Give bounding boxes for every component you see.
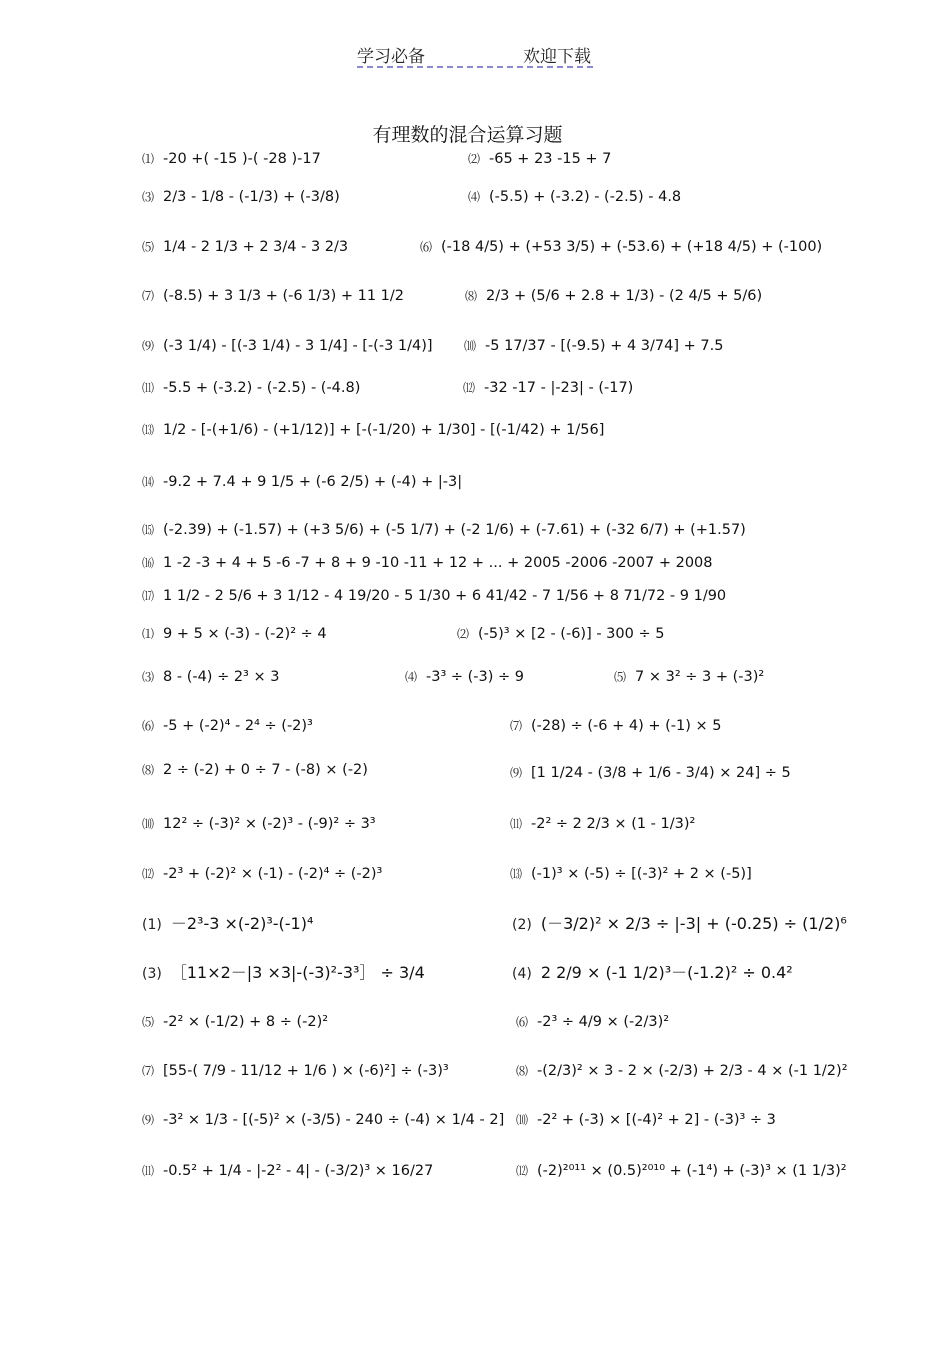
problem-expression: -5 17/37 - [(-9.5) + 4 3/74] + 7.5 (485, 338, 724, 354)
problem-expression: 9 + 5 × (-3) - (-2)² ÷ 4 (163, 626, 327, 642)
problem (468, 150, 611, 168)
problem-number: ⑹ (420, 240, 433, 254)
problem-number: ⑺ (142, 1064, 155, 1078)
problem (405, 668, 524, 686)
problem (142, 1013, 328, 1031)
problem-number: ⑻ (465, 289, 478, 303)
problem (510, 815, 695, 833)
problem-expression: -2² × (-1/2) + 8 ÷ (-2)² (163, 1014, 329, 1030)
problem-expression: [1 1/24 - (3/8 + 1/6 - 3/4) × 24] ÷ 5 (531, 765, 791, 781)
problem-expression: 1 1/2 - 2 5/6 + 3 1/12 - 4 19/20 - 5 1/30 + 6 41/42 - 7 1/56 + 8 71/72 - 9 1/90 (163, 588, 727, 604)
problem (516, 1111, 776, 1129)
problem-number: ⑵ (457, 627, 470, 641)
problem-number: ⒀ (142, 423, 155, 437)
problem-expression: 7 × 3² ÷ 3 + (-3)² (635, 669, 765, 685)
problem-expression: 2/3 - 1/8 - (-1/3) + (-3/8) (163, 189, 340, 205)
problem-expression: (-8.5) + 3 1/3 + (-6 1/3) + 11 1/2 (163, 288, 405, 304)
problem-expression: 2 2/9 × (-1 1/2)³－(-1.2)² ÷ 0.4² (540, 963, 793, 982)
problem-number: ⒂ (142, 523, 155, 537)
problem (142, 287, 404, 305)
problem (457, 625, 664, 643)
problem-expression: -2³ ÷ 4/9 × (-2/3)² (537, 1014, 670, 1030)
problem-expression: －2³-3 ×(-2)³-(-1)⁴ (170, 914, 314, 933)
problem-expression: (-5)³ × [2 - (-6)] - 300 ÷ 5 (478, 626, 665, 642)
problem (510, 717, 721, 735)
problem (142, 717, 313, 735)
problem-expression: 1/2 - [-(+1/6) - (+1/12)] + [-(-1/20) + 1/30] - [(-1/42) + 1/56] (163, 422, 605, 438)
problem-expression: 2/3 + (5/6 + 2.8 + 1/3) - (2 4/5 + 5/6) (486, 288, 763, 304)
problem (142, 761, 368, 779)
problem-number: (3) (142, 966, 162, 982)
problem-number: ⒀ (510, 867, 523, 881)
problem (142, 554, 713, 572)
problem-number: ⑻ (142, 763, 155, 777)
problem (142, 865, 382, 883)
problem-number: ⑿ (516, 1164, 529, 1178)
header-left-text: 学习必备 (357, 47, 425, 67)
problem-number: ⑿ (142, 867, 155, 881)
problem-expression: -2³ + (-2)² × (-1) - (-2)⁴ ÷ (-2)³ (163, 866, 383, 882)
problem (142, 1111, 504, 1129)
problem (142, 1062, 449, 1080)
problem (512, 915, 847, 934)
problem-expression: (-3 1/4) - [(-3 1/4) - 3 1/4] - [-(-3 1/4)] (163, 338, 433, 354)
problem-expression: (-28) ÷ (-6 + 4) + (-1) × 5 (531, 718, 722, 734)
problem-expression: 2 ÷ (-2) + 0 ÷ 7 - (-8) × (-2) (163, 762, 368, 778)
problem (614, 668, 764, 686)
problem-number: ⑼ (510, 766, 523, 780)
problem-expression: 8 - (-4) ÷ 2³ × 3 (163, 669, 280, 685)
problem (142, 473, 462, 491)
problem-number: ⒄ (142, 589, 155, 603)
problem (510, 764, 791, 782)
problem-expression: -2² + (-3) × [(-4)² + 2] - (-3)³ ÷ 3 (537, 1112, 776, 1128)
problem (142, 668, 279, 686)
problem (142, 587, 726, 605)
problem-number: ⒃ (142, 556, 155, 570)
problem-expression: (-5.5) + (-3.2) - (-2.5) - 4.8 (489, 189, 682, 205)
problem (510, 865, 752, 883)
problem-number: ⑼ (142, 1113, 155, 1127)
problem (142, 815, 376, 833)
problem (464, 337, 723, 355)
problem-number: ⑾ (142, 1164, 155, 1178)
problem-expression: (-18 4/5) + (+53 3/5) + (-53.6) + (+18 4/5) + (-100) (441, 239, 823, 255)
problem (142, 337, 433, 355)
problem-expression: (-2)²⁰¹¹ × (0.5)²⁰¹⁰ + (-1⁴) + (-3)³ × (1 1/3)² (537, 1163, 847, 1179)
problem-expression: -3³ ÷ (-3) ÷ 9 (426, 669, 525, 685)
problem (142, 625, 327, 643)
problem (516, 1062, 848, 1080)
problem (142, 421, 604, 439)
problem-expression: 12² ÷ (-3)² × (-2)³ - (-9)² ÷ 3³ (163, 816, 376, 832)
problem-expression: ［11×2－|3 ×3|-(-3)²-3³］ ÷ 3/4 (170, 963, 425, 982)
problem-expression: (-1)³ × (-5) ÷ [(-3)² + 2 × (-5)] (531, 866, 752, 882)
problem (142, 521, 746, 539)
problem-number: ⑸ (614, 670, 627, 684)
problem (463, 379, 633, 397)
problem-number: ⑸ (142, 240, 155, 254)
document-title: 有理数的混合运算习题 (372, 124, 563, 146)
problem-number: ⑼ (142, 339, 155, 353)
problem-expression: -2² ÷ 2 2/3 × (1 - 1/3)² (531, 816, 696, 832)
problem-expression: -(2/3)² × 3 - 2 × (-2/3) + 2/3 - 4 × (-1 1/2)² (537, 1063, 848, 1079)
problem-number: (1) (142, 917, 162, 933)
problem (142, 1162, 433, 1180)
problem-number: ⑷ (468, 190, 481, 204)
problem-number: (2) (512, 917, 532, 933)
problem (512, 964, 793, 983)
problem-expression: -32 -17 - |-23| - (-17) (484, 380, 634, 396)
problem (142, 150, 321, 168)
problem-expression: -0.5² + 1/4 - |-2² - 4| - (-3/2)³ × 16/27 (163, 1163, 434, 1179)
problem (468, 188, 681, 206)
problem (465, 287, 762, 305)
problem (142, 188, 340, 206)
header-right-text: 欢迎下载 (523, 47, 591, 67)
problem-expression: -5 + (-2)⁴ - 2⁴ ÷ (-2)³ (163, 718, 313, 734)
problem-number: ⑾ (510, 817, 523, 831)
problem-number: (4) (512, 966, 532, 982)
problem-number: ⑸ (142, 1015, 155, 1029)
problem (142, 238, 348, 256)
problem-number: ⑷ (405, 670, 418, 684)
problem-expression: (－3/2)² × 2/3 ÷ |-3| + (-0.25) ÷ (1/2)⁶ (540, 914, 847, 933)
problem-expression: -9.2 + 7.4 + 9 1/5 + (-6 2/5) + (-4) + |-3| (163, 474, 463, 490)
problem-number: ⑺ (142, 289, 155, 303)
problem-number: ⑶ (142, 670, 155, 684)
problem (420, 238, 822, 256)
problem-number: ⑵ (468, 152, 481, 166)
problem-expression: [55-( 7/9 - 11/12 + 1/6 ) × (-6)²] ÷ (-3)³ (163, 1063, 449, 1079)
problem-expression: -65 + 23 -15 + 7 (489, 151, 612, 167)
problem-number: ⑹ (516, 1015, 529, 1029)
problem (516, 1013, 669, 1031)
problem-number: ⒁ (142, 475, 155, 489)
problem-number: ⑹ (142, 719, 155, 733)
problem-number: ⑾ (142, 381, 155, 395)
problem-number: ⑴ (142, 627, 155, 641)
problem-number: ⑺ (510, 719, 523, 733)
problem-number: ⑿ (463, 381, 476, 395)
problem-number: ⑻ (516, 1064, 529, 1078)
problem-number: ⑴ (142, 152, 155, 166)
page-header (357, 42, 593, 68)
problem-expression: -3² × 1/3 - [(-5)² × (-3/5) - 240 ÷ (-4) × 1/4 - 2] (163, 1112, 505, 1128)
problem (516, 1162, 847, 1180)
problem (142, 915, 313, 934)
problem-expression: -20 +( -15 )-( -28 )-17 (163, 151, 321, 167)
problem (142, 964, 425, 983)
problem (142, 379, 360, 397)
problem-number: ⑽ (464, 339, 477, 353)
problem-expression: 1 -2 -3 + 4 + 5 -6 -7 + 8 + 9 -10 -11 + 12 + ... + 2005 -2006 -2007 + 2008 (163, 555, 713, 571)
problem-number: ⑽ (142, 817, 155, 831)
problem-expression: (-2.39) + (-1.57) + (+3 5/6) + (-5 1/7) + (-2 1/6) + (-7.61) + (-32 6/7) + (+1.57) (163, 522, 746, 538)
problem-expression: 1/4 - 2 1/3 + 2 3/4 - 3 2/3 (163, 239, 349, 255)
problem-expression: -5.5 + (-3.2) - (-2.5) - (-4.8) (163, 380, 361, 396)
problem-number: ⑽ (516, 1113, 529, 1127)
problem-number: ⑶ (142, 190, 155, 204)
